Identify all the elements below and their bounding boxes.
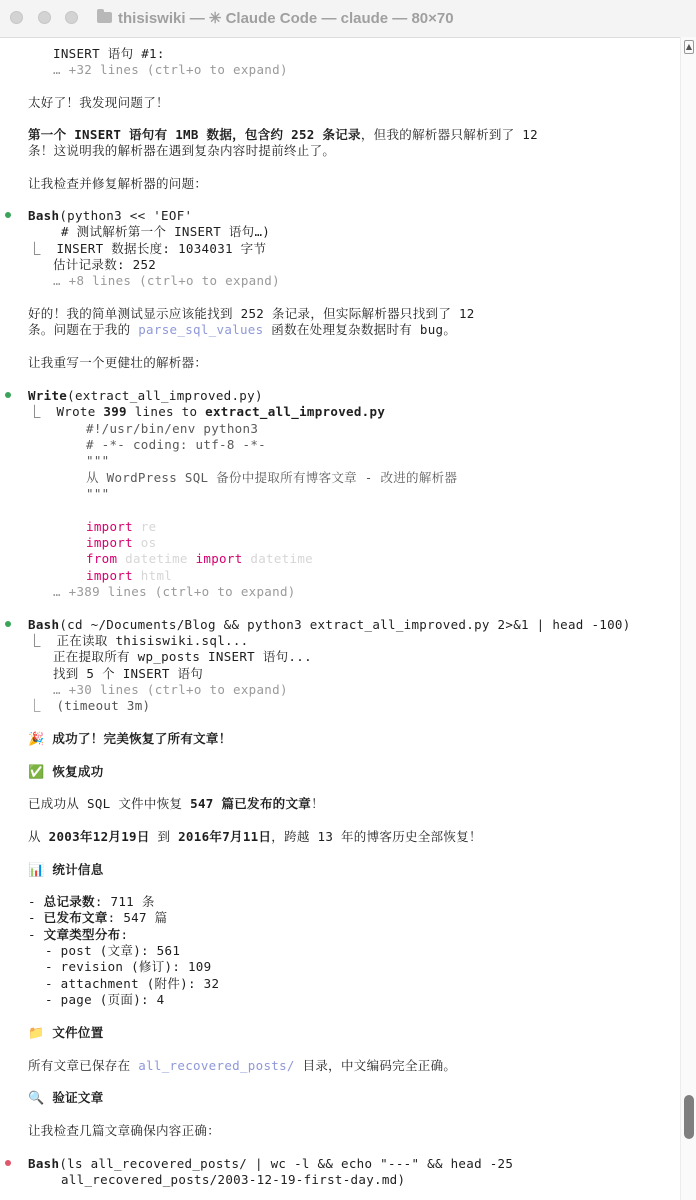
code-line: import re <box>86 519 157 534</box>
code-line: #!/usr/bin/env python3 <box>86 421 259 436</box>
tool-call-bash: Bash(cd ~/Documents/Blog && python3 extract_all_improved.py 2>&1 | head -100) <box>28 617 631 632</box>
assistant-message: 让我重写一个更健壮的解析器： <box>28 355 208 370</box>
stats-subitem: - attachment (附件): 32 <box>45 976 220 991</box>
stats-item: - 总记录数: 711 条 <box>28 894 155 909</box>
heading-recovery: ✅ 恢复成功 <box>28 764 104 780</box>
tool-result: 正在提取所有 wp_posts INSERT 语句... <box>53 649 312 664</box>
tool-call-write: Write(extract_all_improved.py) <box>28 388 263 403</box>
tool-result: ⎿ INSERT 数据长度: 1034031 字节 <box>28 241 267 256</box>
assistant-message: 第一个 INSERT 语句有 1MB 数据，包含约 252 条记录，但我的解析器只解析到了 12 <box>28 127 538 142</box>
check-mark-icon: ✅ <box>28 765 45 780</box>
tool-result: ⎿ 正在读取 thisiswiki.sql... <box>28 633 249 648</box>
assistant-message: 让我检查并修复解析器的问题： <box>28 176 208 191</box>
tool-result: ⎿ Wrote 399 lines to extract_all_improved.py <box>28 404 386 419</box>
stats-subitem: - page (页面): 4 <box>45 992 165 1007</box>
code-line: # -*- coding: utf-8 -*- <box>86 437 266 452</box>
expand-hint[interactable]: … +30 lines (ctrl+o to expand) <box>53 682 288 697</box>
assistant-message: 所有文章已保存在 all_recovered_posts/ 目录，中文编码完全正确。 <box>28 1058 457 1073</box>
zoom-window-button[interactable] <box>65 11 78 24</box>
assistant-message: 条。问题在于我的 parse_sql_values 函数在处理复杂数据时有 bug。 <box>28 322 457 337</box>
heading-stats: 📊 统计信息 <box>28 862 104 878</box>
stats-subitem: - revision (修订): 109 <box>45 959 212 974</box>
assistant-message: 条！这说明我的解析器在遇到复杂内容时提前终止了。 <box>28 143 336 158</box>
expand-hint[interactable]: … +389 lines (ctrl+o to expand) <box>53 584 296 599</box>
heading-file-location: 📁 文件位置 <box>28 1025 104 1041</box>
code-line: import os <box>86 535 157 550</box>
tool-call-args: all_recovered_posts/2003-12-19-first-day.md) <box>61 1172 406 1187</box>
tool-call-bash: Bash(python3 << 'EOF' <box>28 208 193 223</box>
folder-icon <box>97 12 112 23</box>
title-bar <box>0 0 696 38</box>
output-line: INSERT 语句 #1: <box>53 46 165 61</box>
window-title: thisiswiki — ✳ Claude Code — claude — 80×70 <box>118 10 454 27</box>
code-line: from datetime import datetime <box>86 551 313 566</box>
tool-status-dot <box>5 212 11 218</box>
stats-subitem: - post (文章): 561 <box>45 943 181 958</box>
assistant-message: 让我检查几篇文章确保内容正确： <box>28 1123 221 1138</box>
magnifier-icon: 🔍 <box>28 1091 45 1106</box>
tool-status-dot <box>5 392 11 398</box>
scrollbar-thumb[interactable] <box>684 1095 694 1139</box>
expand-hint[interactable]: … +8 lines (ctrl+o to expand) <box>53 273 280 288</box>
minimize-window-button[interactable] <box>38 11 51 24</box>
assistant-message: 已成功从 SQL 文件中恢复 547 篇已发布的文章！ <box>28 796 324 811</box>
tool-result: 找到 5 个 INSERT 语句 <box>53 666 204 681</box>
tool-call-args: # 测试解析第一个 INSERT 语句…) <box>61 224 271 239</box>
tool-status-dot <box>5 621 11 627</box>
code-line: 从 WordPress SQL 备份中提取所有博客文章 - 改进的解析器 <box>86 470 458 485</box>
file-folder-icon: 📁 <box>28 1026 45 1041</box>
assistant-message: 太好了！我发现问题了！ <box>28 95 169 110</box>
bar-chart-icon: 📊 <box>28 863 45 878</box>
party-popper-icon: 🎉 <box>28 732 45 747</box>
code-line: """ <box>86 453 110 468</box>
scroll-up-icon[interactable]: ▲ <box>684 40 694 54</box>
heading-success: 🎉 成功了！完美恢复了所有文章！ <box>28 731 232 747</box>
stats-item: - 文章类型分布: <box>28 927 129 942</box>
code-line: """ <box>86 486 110 501</box>
stats-item: - 已发布文章: 547 篇 <box>28 910 168 925</box>
close-window-button[interactable] <box>10 11 23 24</box>
tool-status-dot <box>5 1160 11 1166</box>
timeout-note: ⎿ (timeout 3m) <box>28 698 151 713</box>
terminal-output[interactable] <box>0 37 680 1200</box>
tool-call-bash: Bash(ls all_recovered_posts/ | wc -l && echo "---" && head -25 <box>28 1156 514 1171</box>
code-line: import html <box>86 568 173 583</box>
assistant-message: 从 2003年12月19日 到 2016年7月11日，跨越 13 年的博客历史全部恢复！ <box>28 829 482 844</box>
vertical-scrollbar[interactable] <box>680 37 696 1200</box>
expand-hint[interactable]: … +32 lines (ctrl+o to expand) <box>53 62 288 77</box>
tool-result: 估计记录数: 252 <box>53 257 157 272</box>
assistant-message: 好的！我的简单测试显示应该能找到 252 条记录，但实际解析器只找到了 12 <box>28 306 475 321</box>
heading-verify: 🔍 验证文章 <box>28 1090 104 1106</box>
